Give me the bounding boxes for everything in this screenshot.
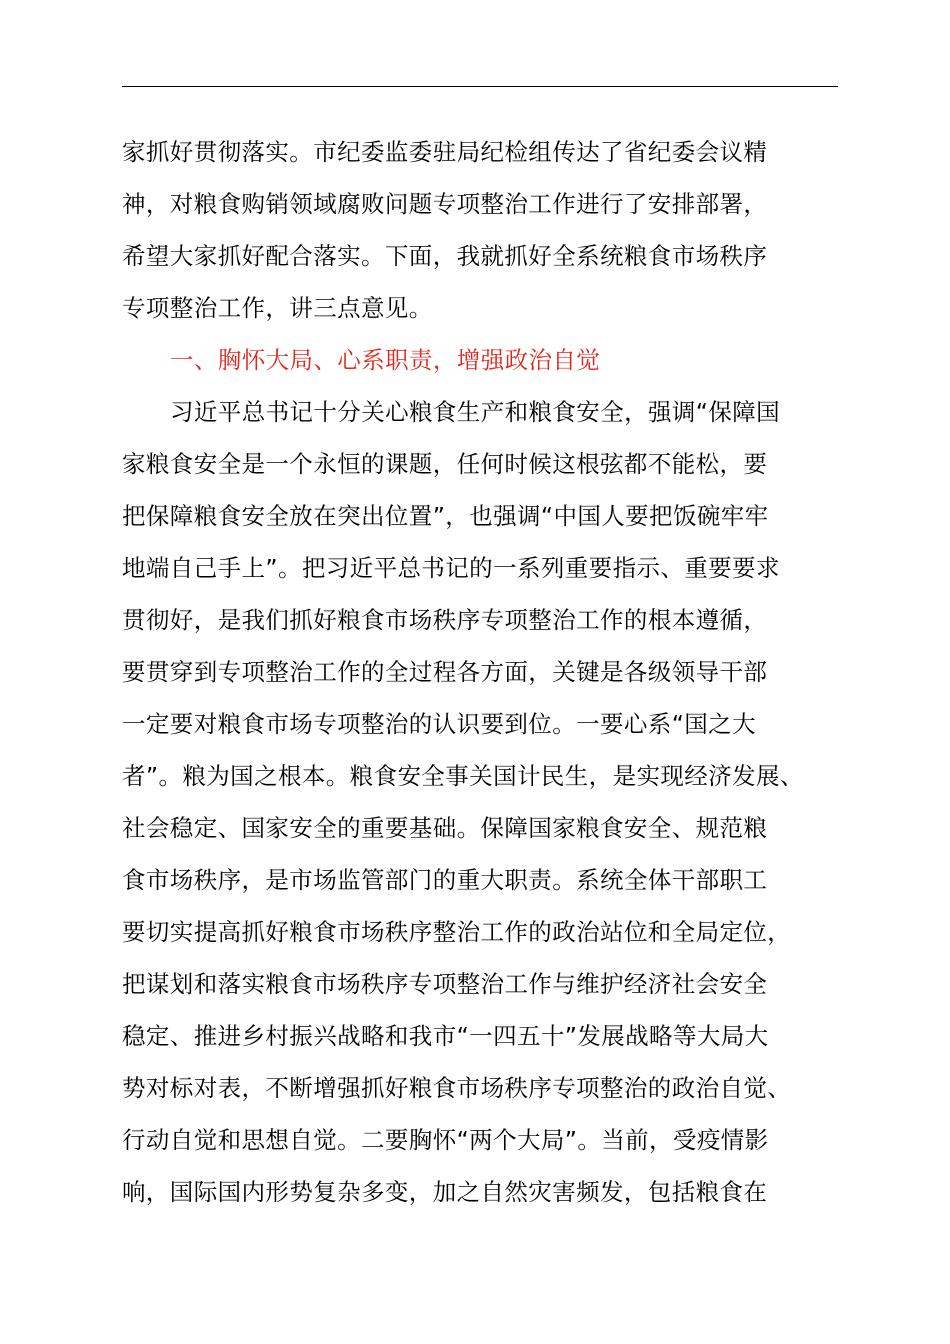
text-line — [0, 438, 950, 490]
text-line — [0, 698, 950, 750]
line-text: 稳定、推进乡村振兴战略和我市“一四五十”发展战略等大局大 — [122, 1022, 769, 1050]
text-line — [0, 1114, 950, 1166]
line-text: 要贯穿到专项整治工作的全过程各方面，关键是各级领导干部 — [122, 658, 768, 686]
text-line — [0, 1166, 950, 1218]
line-text: 习近平总书记十分关心粮食生产和粮食安全，强调“保障国 — [170, 398, 781, 426]
section-heading — [0, 334, 950, 386]
text-line — [0, 1010, 950, 1062]
line-text: 家抓好贯彻落实。市纪委监委驻局纪检组传达了省纪委会议精 — [122, 138, 768, 166]
text-line — [0, 802, 950, 854]
line-text: 者”。粮为国之根本。粮食安全事关国计民生，是实现经济发展、 — [122, 762, 804, 790]
text-line — [0, 178, 950, 230]
text-line — [0, 126, 950, 178]
text-line — [0, 1062, 950, 1114]
text-line — [0, 594, 950, 646]
line-text: 要切实提高抓好粮食市场秩序整治工作的政治站位和全局定位， — [122, 918, 792, 946]
text-line — [0, 490, 950, 542]
header-rule — [122, 86, 838, 87]
paragraph-first-line — [0, 386, 950, 438]
text-line — [0, 542, 950, 594]
text-line — [0, 646, 950, 698]
line-text: 势对标对表，不断增强抓好粮食市场秩序专项整治的政治自觉、 — [122, 1074, 792, 1102]
line-text: 家粮食安全是一个永恒的课题，任何时候这根弦都不能松，要 — [122, 450, 768, 478]
line-text: 食市场秩序，是市场监管部门的重大职责。系统全体干部职工 — [122, 866, 768, 894]
line-text: 地端自己手上”。把习近平总书记的一系列重要指示、重要要求 — [122, 554, 780, 582]
line-text: 一定要对粮食市场专项整治的认识要到位。一要心系“国之大 — [122, 710, 756, 738]
text-line — [0, 230, 950, 282]
line-text: 把保障粮食安全放在突出位置”，也强调“中国人要把饭碗牢牢 — [122, 502, 769, 530]
line-text: 希望大家抓好配合落实。下面，我就抓好全系统粮食市场秩序 — [122, 242, 768, 270]
text-line — [0, 854, 950, 906]
line-text: 社会稳定、国家安全的重要基础。保障国家粮食安全、规范粮 — [122, 814, 768, 842]
line-text: 贯彻好，是我们抓好粮食市场秩序专项整治工作的根本遵循， — [122, 606, 768, 634]
section-heading-text: 一、胸怀大局、心系职责，增强政治自觉 — [170, 346, 601, 374]
text-line — [0, 906, 950, 958]
text-line — [0, 282, 950, 334]
text-line — [0, 750, 950, 802]
line-text: 专项整治工作，讲三点意见。 — [122, 294, 433, 322]
line-text: 把谋划和落实粮食市场秩序专项整治工作与维护经济社会安全 — [122, 970, 768, 998]
line-text: 响，国际国内形势复杂多变，加之自然灾害频发，包括粮食在 — [122, 1178, 768, 1206]
text-line — [0, 958, 950, 1010]
line-text: 行动自觉和思想自觉。二要胸怀“两个大局”。当前，受疫情影 — [122, 1126, 769, 1154]
document-body — [0, 126, 950, 1218]
line-text: 神，对粮食购销领域腐败问题专项整治工作进行了安排部署， — [122, 190, 768, 218]
